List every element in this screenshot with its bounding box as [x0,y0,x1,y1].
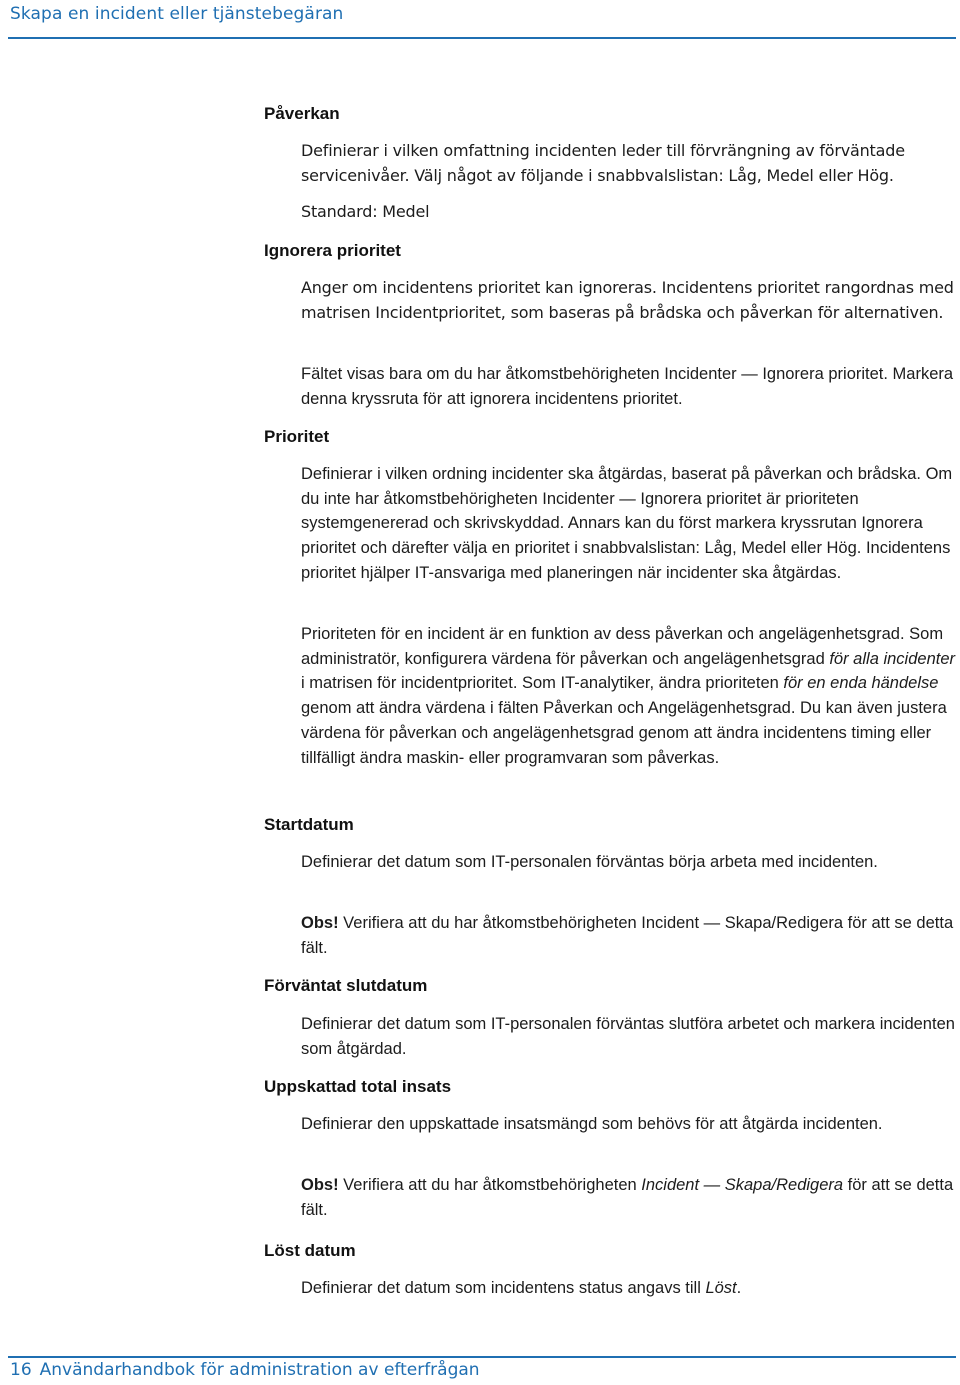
term-prioritet: Prioritet [264,427,330,446]
page-number: 16 [10,1360,32,1380]
footer-rule [8,1356,956,1358]
italic-run: för alla incidenter [829,649,955,668]
text-run: i matrisen för incidentprioritet. Som IT-analytiker, ändra prioriteten [301,674,784,693]
obs-label: Obs! [301,1176,339,1194]
startdatum-description: Definierar det datum som IT-personalen förväntas börja arbeta med incidenten. [301,853,878,871]
slutdatum-description: Definierar det datum som IT-personalen förväntas slutföra arbetet och markera incidenten som åtgärdad. [301,1015,955,1058]
insats-description: Definierar den uppskattade insatsmängd som behövs för att åtgärda incidenten. [301,1115,883,1133]
term-ignorera-prioritet: Ignorera prioritet [264,241,401,260]
default-value: Medel [377,202,430,221]
default-label: Standard: [301,202,378,221]
term-forvantat-slutdatum: Förväntat slutdatum [264,976,428,995]
prioritet-description: Definierar i vilken ordning incidenter ska åtgärdas, baserat på påverkan och brådska. Om du inte har åtkomstbehörigheten Incidenter — Ignorera prioritet är prioriteten systemgenererad och skrivskyddad. Annars kan du först markera kryssrutan Ignorera prioritet och därefter välja en prioritet i snabbvalslistan: Låg, Medel eller Hög. Incidentens prioritet hjälper IT-ansvariga med planeringen när incidenter ska åtgärdas. [301,465,953,582]
ignorera-description: Anger om incidentens prioritet kan ignoreras. Incidentens prioritet rangordnas med matrisen Incidentprioritet, som baseras på brådska och påverkan för alternativen. [301,278,954,322]
italic-run: Löst [705,1279,737,1297]
paverkan-default [301,200,956,225]
italic-run: för en enda händelse [783,674,939,693]
term-paverkan: Påverkan [264,104,340,123]
running-footer [10,1360,480,1380]
insats-note [301,1173,956,1222]
footer-title: Användarhandbok för administration av efterfrågan [39,1360,480,1380]
prioritet-explanation [301,622,956,770]
obs-text: Verifiera att du har åtkomstbehörigheten Incident — Skapa/Redigera för att se detta fält. [301,914,954,957]
text-run: genom att ändra värdena i fälten Påverkan och Angelägenhetsgrad. Du kan även justera värdena för påverkan och angelägenhetsgrad genom att ändra incidentens timing eller tillfälligt ändra maskin- eller programvaran som påverkas. [301,699,947,767]
term-uppskattad-total-insats: Uppskattad total insats [264,1077,452,1096]
term-startdatum: Startdatum [264,815,354,834]
text-run: Definierar det datum som incidentens status angavs till [301,1279,706,1297]
text-run: Verifiera att du har åtkomstbehörigheten [338,1176,642,1194]
running-header: Skapa en incident eller tjänstebegäran [10,4,344,24]
italic-run: Incident — Skapa/Redigera [641,1176,844,1194]
header-rule [8,37,956,39]
ignorera-note: Fältet visas bara om du har åtkomstbehörigheten Incidenter — Ignorera prioritet. Markera denna kryssruta för att ignorera incidentens prioritet. [301,365,954,408]
obs-label: Obs! [301,914,339,932]
startdatum-note [301,911,956,960]
text-run: . [736,1279,742,1297]
text-run: för att se detta fält. [301,1176,954,1219]
lost-description [301,1276,956,1301]
paverkan-description: Definierar i vilken omfattning incidenten leder till förvrängning av förväntade servicenivåer. Välj något av följande i snabbvalslistan: Låg, Medel eller Hög. [301,141,905,185]
term-lost-datum: Löst datum [264,1241,356,1260]
text-run: Prioriteten för en incident är en funktion av dess påverkan och angelägenhetsgrad. Som administratör, konfigurera värdena för påverkan och angelägenhetsgrad [301,625,944,668]
